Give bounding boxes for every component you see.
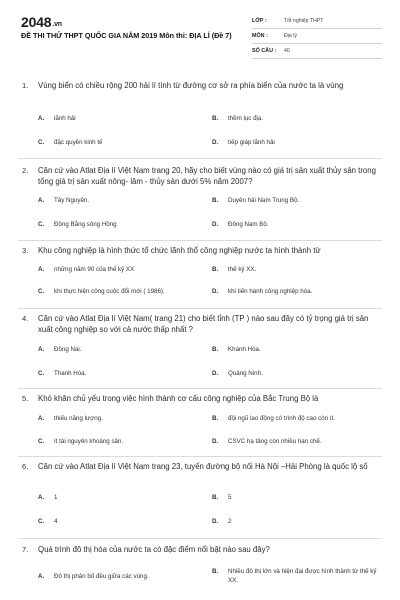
question-item xyxy=(0,314,400,384)
option-letter: B. xyxy=(212,266,219,273)
option-text: lãnh hải xyxy=(54,115,76,122)
option-b[interactable] xyxy=(212,568,378,585)
option-d[interactable] xyxy=(212,221,269,230)
meta-key: LỚP : xyxy=(252,18,267,24)
logo-suffix: .vn xyxy=(52,21,62,28)
option-letter: C. xyxy=(38,370,45,377)
option-letter: D. xyxy=(212,139,219,146)
exam-header xyxy=(0,0,400,66)
option-b[interactable] xyxy=(212,494,231,503)
question-text: Căn cứ vào Atlat Địa lí Việt Nam trang 23, tuyến đường bộ nối Hà Nội –Hải Phòng là quốc lộ số xyxy=(38,462,368,471)
option-b[interactable] xyxy=(212,415,335,424)
option-text: thiếu năng lượng. xyxy=(54,415,103,422)
meta-key: MÔN : xyxy=(252,33,268,39)
option-b[interactable] xyxy=(212,115,263,124)
option-letter: B. xyxy=(212,197,219,204)
option-letter: A. xyxy=(38,346,45,353)
option-c[interactable] xyxy=(38,518,57,527)
option-d[interactable] xyxy=(212,288,312,297)
question-text: Căn cứ vào Atlat Địa lí Việt Nam( trang 21) cho biết tỉnh (TP ) nào sau đây có tỷ trọng giá trị sản xuất công nghiệp so với cả nước thấp nhất ? xyxy=(38,314,369,334)
meta-row-class xyxy=(252,14,382,29)
question-number: 6. xyxy=(22,462,29,471)
option-a[interactable] xyxy=(38,197,89,206)
meta-row-subject xyxy=(252,29,382,44)
option-a[interactable] xyxy=(38,115,76,124)
option-text: Quảng Ninh. xyxy=(228,370,263,377)
option-b[interactable] xyxy=(212,197,299,206)
option-letter: B. xyxy=(212,494,219,501)
question-number: 2. xyxy=(22,166,29,175)
option-c[interactable] xyxy=(38,139,103,148)
site-logo[interactable] xyxy=(21,14,62,30)
option-d[interactable] xyxy=(212,518,231,527)
option-letter: A. xyxy=(38,415,45,422)
option-letter: C. xyxy=(38,139,45,146)
option-letter: D. xyxy=(212,438,219,445)
option-text: đặc quyền kinh tế xyxy=(54,139,103,146)
option-text: 2 xyxy=(228,518,232,525)
exam-title: ĐỀ THI THỬ THPT QUỐC GIA NĂM 2019 Môn thi: ĐỊA LÍ (Đề 7) xyxy=(21,31,232,40)
question-number: 1. xyxy=(22,81,29,90)
option-text: Đô thị phân bố đều giữa các vùng. xyxy=(54,573,149,580)
option-c[interactable] xyxy=(38,221,117,230)
logo-text: 2048 xyxy=(21,14,52,30)
option-letter: D. xyxy=(212,288,219,295)
option-letter: D. xyxy=(212,370,219,377)
option-letter: A. xyxy=(38,494,45,501)
option-letter: B. xyxy=(212,115,219,122)
meta-value: Tốt nghiệp THPT xyxy=(284,18,324,24)
question-text: Vùng biển có chiều rộng 200 hải lí tính từ đường cơ sở ra phía biển của nước ta là vùng xyxy=(38,81,344,90)
question-number: 5. xyxy=(22,394,29,403)
option-letter: D. xyxy=(212,518,219,525)
question-text: Căn cứ vào Atlat Địa lí Việt Nam trang 20, hãy cho biết vùng nào có giá trị sản xuất thủy sản trong tổng giá trị sản xuất nông- lâm - thủy sản dưới 5% năm 2007? xyxy=(38,166,376,186)
question-divider xyxy=(18,158,382,159)
option-d[interactable] xyxy=(212,370,263,379)
option-a[interactable] xyxy=(38,415,103,424)
option-text: những năm 90 của thế kỷ XX xyxy=(54,266,135,273)
option-letter: B. xyxy=(212,346,219,353)
option-text: ít tài nguyên khoáng sản. xyxy=(54,438,124,445)
question-item xyxy=(0,246,400,306)
option-letter: A. xyxy=(38,266,45,273)
option-b[interactable] xyxy=(212,266,256,275)
option-b[interactable] xyxy=(212,346,261,355)
question-text: Quá trình đô thị hóa của nước ta có đặc điểm nổi bật nào sau đây? xyxy=(38,545,270,554)
option-text: Đồng Nai. xyxy=(54,346,82,353)
option-text: 5 xyxy=(228,494,232,501)
question-number: 4. xyxy=(22,314,29,323)
meta-value: 40 xyxy=(284,48,290,54)
option-text: 4 xyxy=(54,518,58,525)
option-d[interactable] xyxy=(212,438,322,447)
meta-value: Địa lý xyxy=(284,33,297,39)
option-letter: C. xyxy=(38,288,45,295)
question-divider xyxy=(18,240,382,241)
option-text: Thanh Hóa. xyxy=(54,370,87,377)
question-divider xyxy=(18,456,382,457)
option-text: 1 xyxy=(54,494,58,501)
option-letter: D. xyxy=(212,221,219,228)
option-text: khi thực hiện công cuộc đổi mới ( 1986). xyxy=(54,288,165,295)
question-divider xyxy=(18,308,382,309)
option-a[interactable] xyxy=(38,346,82,355)
question-divider xyxy=(18,538,382,539)
question-item xyxy=(0,394,400,454)
question-number: 7. xyxy=(22,545,29,554)
question-item xyxy=(0,81,400,151)
option-text: Đông Nam Bộ. xyxy=(228,221,269,228)
option-letter: A. xyxy=(38,197,45,204)
question-item xyxy=(0,462,400,532)
question-text: Khu công nghiệp là hình thức tổ chức lãnh thổ công nghiệp nước ta hình thành từ xyxy=(38,246,321,255)
option-text: Tây Nguyên. xyxy=(54,197,90,204)
option-text: Khánh Hòa. xyxy=(228,346,261,353)
option-c[interactable] xyxy=(38,370,86,379)
option-a[interactable] xyxy=(38,266,134,275)
option-text: Đồng Bằng sông Hồng xyxy=(54,221,117,228)
option-letter: A. xyxy=(38,115,45,122)
question-text: Khó khăn chủ yếu trong việc hình thành cơ cấu công nghiệp của Bắc Trung Bộ là xyxy=(38,394,319,403)
option-text: thềm lục địa. xyxy=(228,115,264,122)
option-a[interactable] xyxy=(38,573,149,582)
option-d[interactable] xyxy=(212,139,275,148)
option-text: thế kỷ XX. xyxy=(228,266,257,273)
option-text: tiếp giáp lãnh hải xyxy=(228,139,275,146)
option-letter: C. xyxy=(38,438,45,445)
option-text: CSVC hạ tầng còn nhiều hạn chế. xyxy=(228,438,322,445)
question-item xyxy=(0,545,400,597)
option-c[interactable] xyxy=(38,438,123,447)
option-letter: A. xyxy=(38,573,45,580)
option-letter: C. xyxy=(38,518,45,525)
option-letter: B. xyxy=(212,415,219,422)
option-text: Duyên hải Nam Trung Bộ. xyxy=(228,197,300,204)
meta-row-count xyxy=(252,44,382,59)
option-text: khi tiến hành công nghiệp hóa. xyxy=(228,288,313,295)
option-text: Nhiều đô thị lớn và hiện đại được hình thành từ thế kỷ XX. xyxy=(228,568,377,584)
option-text: đội ngũ lao động có trình độ cao còn ít. xyxy=(228,415,335,422)
option-a[interactable] xyxy=(38,494,57,503)
option-letter: C. xyxy=(38,221,45,228)
question-divider xyxy=(18,388,382,389)
question-number: 3. xyxy=(22,246,29,255)
question-item xyxy=(0,166,400,236)
option-letter: B. xyxy=(212,568,219,575)
exam-meta xyxy=(252,14,382,59)
meta-key: SỐ CÂU : xyxy=(252,48,277,54)
option-c[interactable] xyxy=(38,288,165,297)
